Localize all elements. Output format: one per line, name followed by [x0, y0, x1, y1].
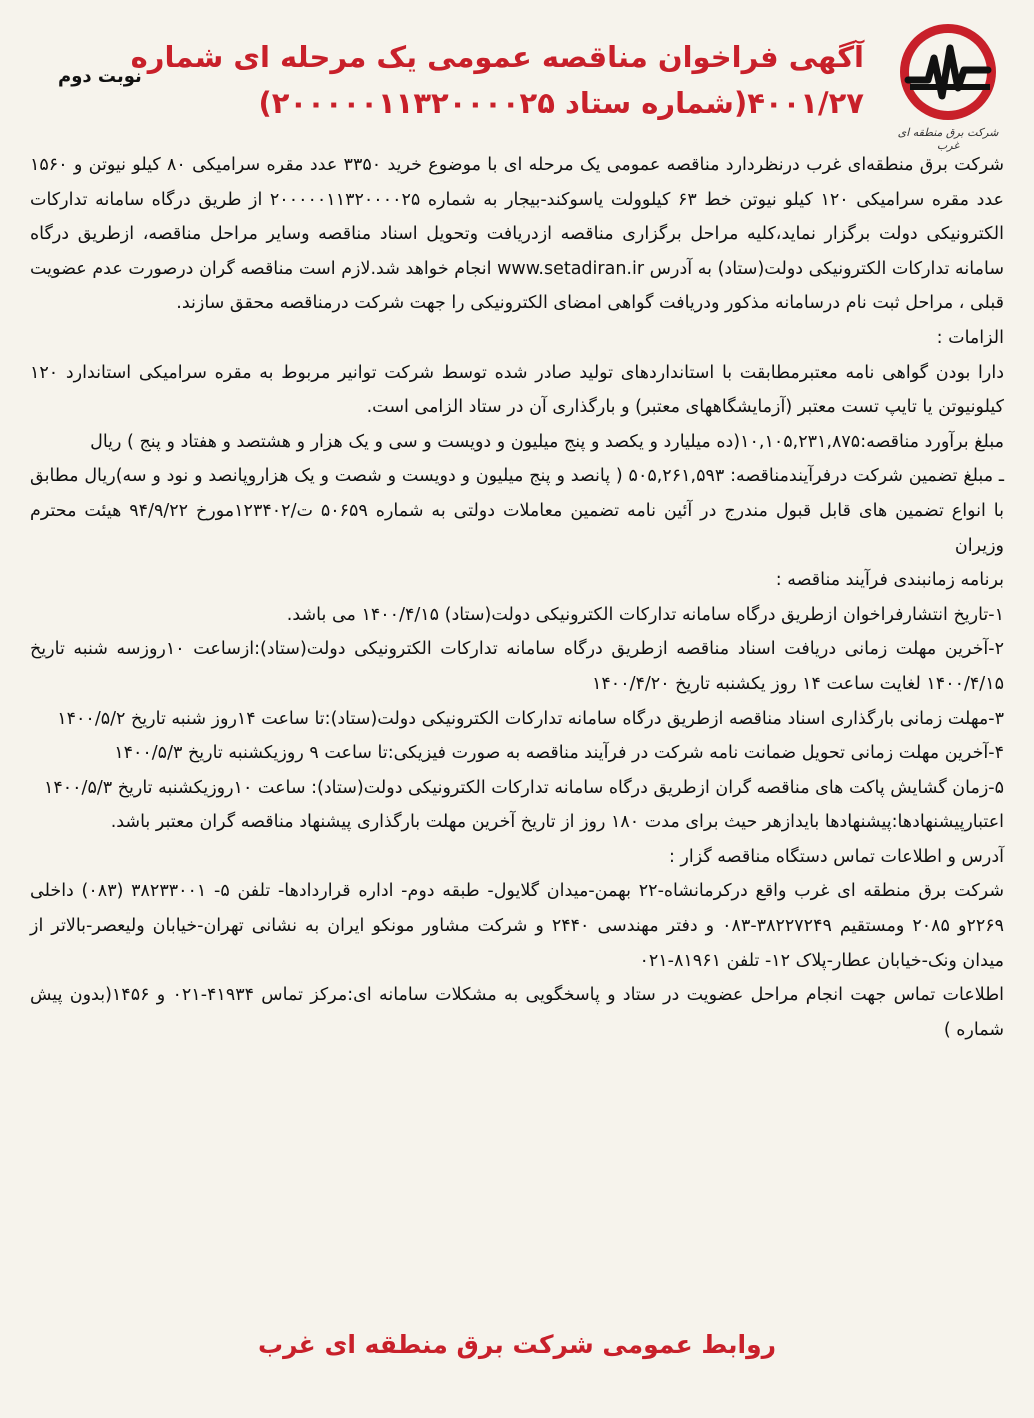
- notice-body: [30, 148, 1004, 1047]
- requirements-heading: الزامات :: [936, 327, 1004, 348]
- schedule-item: ۳-مهلت زمانی بارگذاری اسناد مناقصه ازطریق درگاه سامانه تدارکات الکترونیکی دولت(ستاد):تا ساعت ۱۴روز شنبه تاریخ ۱۴۰۰/۵/۲: [57, 708, 1004, 729]
- intro-paragraph: شرکت برق منطقه‌ای غرب درنظردارد مناقصه عمومی یک مرحله ای با موضوع خرید ۳۳۵۰ عدد مقره سرامیکی ۸۰ کیلو نیوتن و ۱۵۶۰ عدد مقره سرامیکی ۱۲۰ کیلو نیوتن خط ۶۳ کیلوولت یاسوکند-بیجار به شماره ۲۰۰۰۰۰۱۱۳۲۰۰۰۰۲۵ از طریق درگاه سامانه تدارکات الکترونیکی دولت برگزار نماید،کلیه مراحل برگزاری مناقصه ازدریافت وتحویل اسناد مناقصه وسایر مراحل مناقصه، ازطریق درگاه سامانه تدارکات الکترونیکی دولت(ستاد) به آدرس www.setadiran.ir انجام خواهد شد.لازم است مناقصه گران درصورت عدم عضویت قبلی ، مراحل ثبت نام درسامانه مذکور ودریافت گواهی امضای الکترونیکی را جهت شرکت درمناقصه محقق سازند.: [30, 155, 1004, 314]
- lightning-logo-icon: [888, 18, 1008, 126]
- validity-paragraph: اعتبارپیشنهادها:پیشنهادها بایدازهر حیث برای مدت ۱۸۰ روز از تاریخ آخرین مهلت بارگذاری پیشنهاد مناقصه گران معتبر باشد.: [110, 812, 1004, 833]
- schedule-heading: برنامه زمانبندی فرآیند مناقصه :: [775, 570, 1004, 591]
- round-label: نوبت دوم: [58, 66, 142, 87]
- schedule-item: ۲-آخرین مهلت زمانی دریافت اسناد مناقصه ازطریق درگاه سامانه تدارکات الکترونیکی دولت(ستاد):ازساعت ۱۰روزسه شنبه تاریخ ۱۴۰۰/۴/۱۵ لغایت ساعت ۱۴ روز یکشنبه تاریخ ۱۴۰۰/۴/۲۰: [30, 639, 1005, 694]
- title-line-1: آگهی فراخوان مناقصه عمومی یک مرحله ای شماره: [130, 40, 864, 74]
- public-relations-signature: روابط عمومی شرکت برق منطقه ای غرب: [257, 1330, 777, 1359]
- logo-caption: شرکت برق منطقه ای غرب: [897, 126, 999, 152]
- guarantee-paragraph: ـ مبلغ تضمین شرکت درفرآیندمناقصه: ۵۰۵,۲۶۱,۵۹۳ ( پانصد و پنج میلیون و دویست و شصت و یک هزاروپانصد و نود و سه)ریال مطابق با انواع تضمین های قابل قبول مندرج در آئین نامه تضمین معاملات دولتی به شماره ۵۰۶۵۹ ت/۱۲۳۴۰۲مورخ ۹۴/۹/۲۲ هیئت محترم وزیران: [30, 466, 1005, 556]
- notice-header: [0, 18, 1034, 152]
- schedule-item: ۱-تاریخ انتشارفراخوان ازطریق درگاه سامانه تدارکات الکترونیکی دولت(ستاد) ۱۴۰۰/۴/۱۵ می باشد.: [286, 604, 1004, 625]
- estimate-paragraph: مبلغ برآورد مناقصه:۱۰,۱۰۵,۲۳۱,۸۷۵(ده میلیارد و یکصد و پنج میلیون و دویست و سی و یک هزار و هشتصد و هفتاد و پنج ) ریال: [90, 431, 1004, 452]
- contact-paragraph: شرکت برق منطقه ای غرب واقع درکرمانشاه-۲۲ بهمن-میدان گلایول- طبقه دوم- اداره قراردادها- تلفن ۵- ۳۸۲۳۳۰۰۱ (۰۸۳) داخلی ۲۲۶۹و ۲۰۸۵ ومستقیم ۳۸۲۲۷۲۴۹-۰۸۳ و دفتر مهندسی ۲۴۴۰ و شرکت مشاور مونکو ایران به نشانی تهران-خیابان ولیعصر-بالاتر از میدان ونک-خیابان عطار-پلاک ۱۲- تلفن ۸۱۹۶۱-۰۲۱: [30, 881, 1005, 971]
- company-logo: [888, 18, 1008, 152]
- schedule-item: ۵-زمان گشایش پاکت های مناقصه گران ازطریق درگاه سامانه تدارکات الکترونیکی دولت(ستاد): ساعت ۱۰روزیکشنبه تاریخ ۱۴۰۰/۵/۳: [43, 777, 1004, 798]
- schedule-item: ۴-آخرین مهلت زمانی تحویل ضمانت نامه شرکت در فرآیند مناقصه به صورت فیزیکی:تا ساعت ۹ روزیکشنبه تاریخ ۱۴۰۰/۵/۳: [114, 743, 1004, 764]
- notice-title: [130, 34, 864, 126]
- requirements-paragraph: دارا بودن گواهی نامه معتبرمطابقت با استانداردهای تولید صادر شده توسط شرکت توانیر مربوط به مقره سرامیکی استاندارد ۱۲۰ کیلونیوتن یا تایپ تست معتبر (آزمایشگاههای معتبر) و بارگذاری آن در ستاد الزامی است.: [30, 362, 1004, 418]
- contact-heading: آدرس و اطلاعات تماس دستگاه مناقصه گزار :: [668, 846, 1004, 867]
- support-paragraph: اطلاعات تماس جهت انجام مراحل عضویت در ستاد و پاسخگویی به مشکلات سامانه ای:مرکز تماس ۴۱۹۳۴-۰۲۱ و ۱۴۵۶(بدون پیش شماره ): [30, 985, 1004, 1040]
- title-line-2: ۴۰۰۱/۲۷(شماره ستاد ۲۰۰۰۰۰۱۱۳۲۰۰۰۰۲۵): [258, 86, 864, 120]
